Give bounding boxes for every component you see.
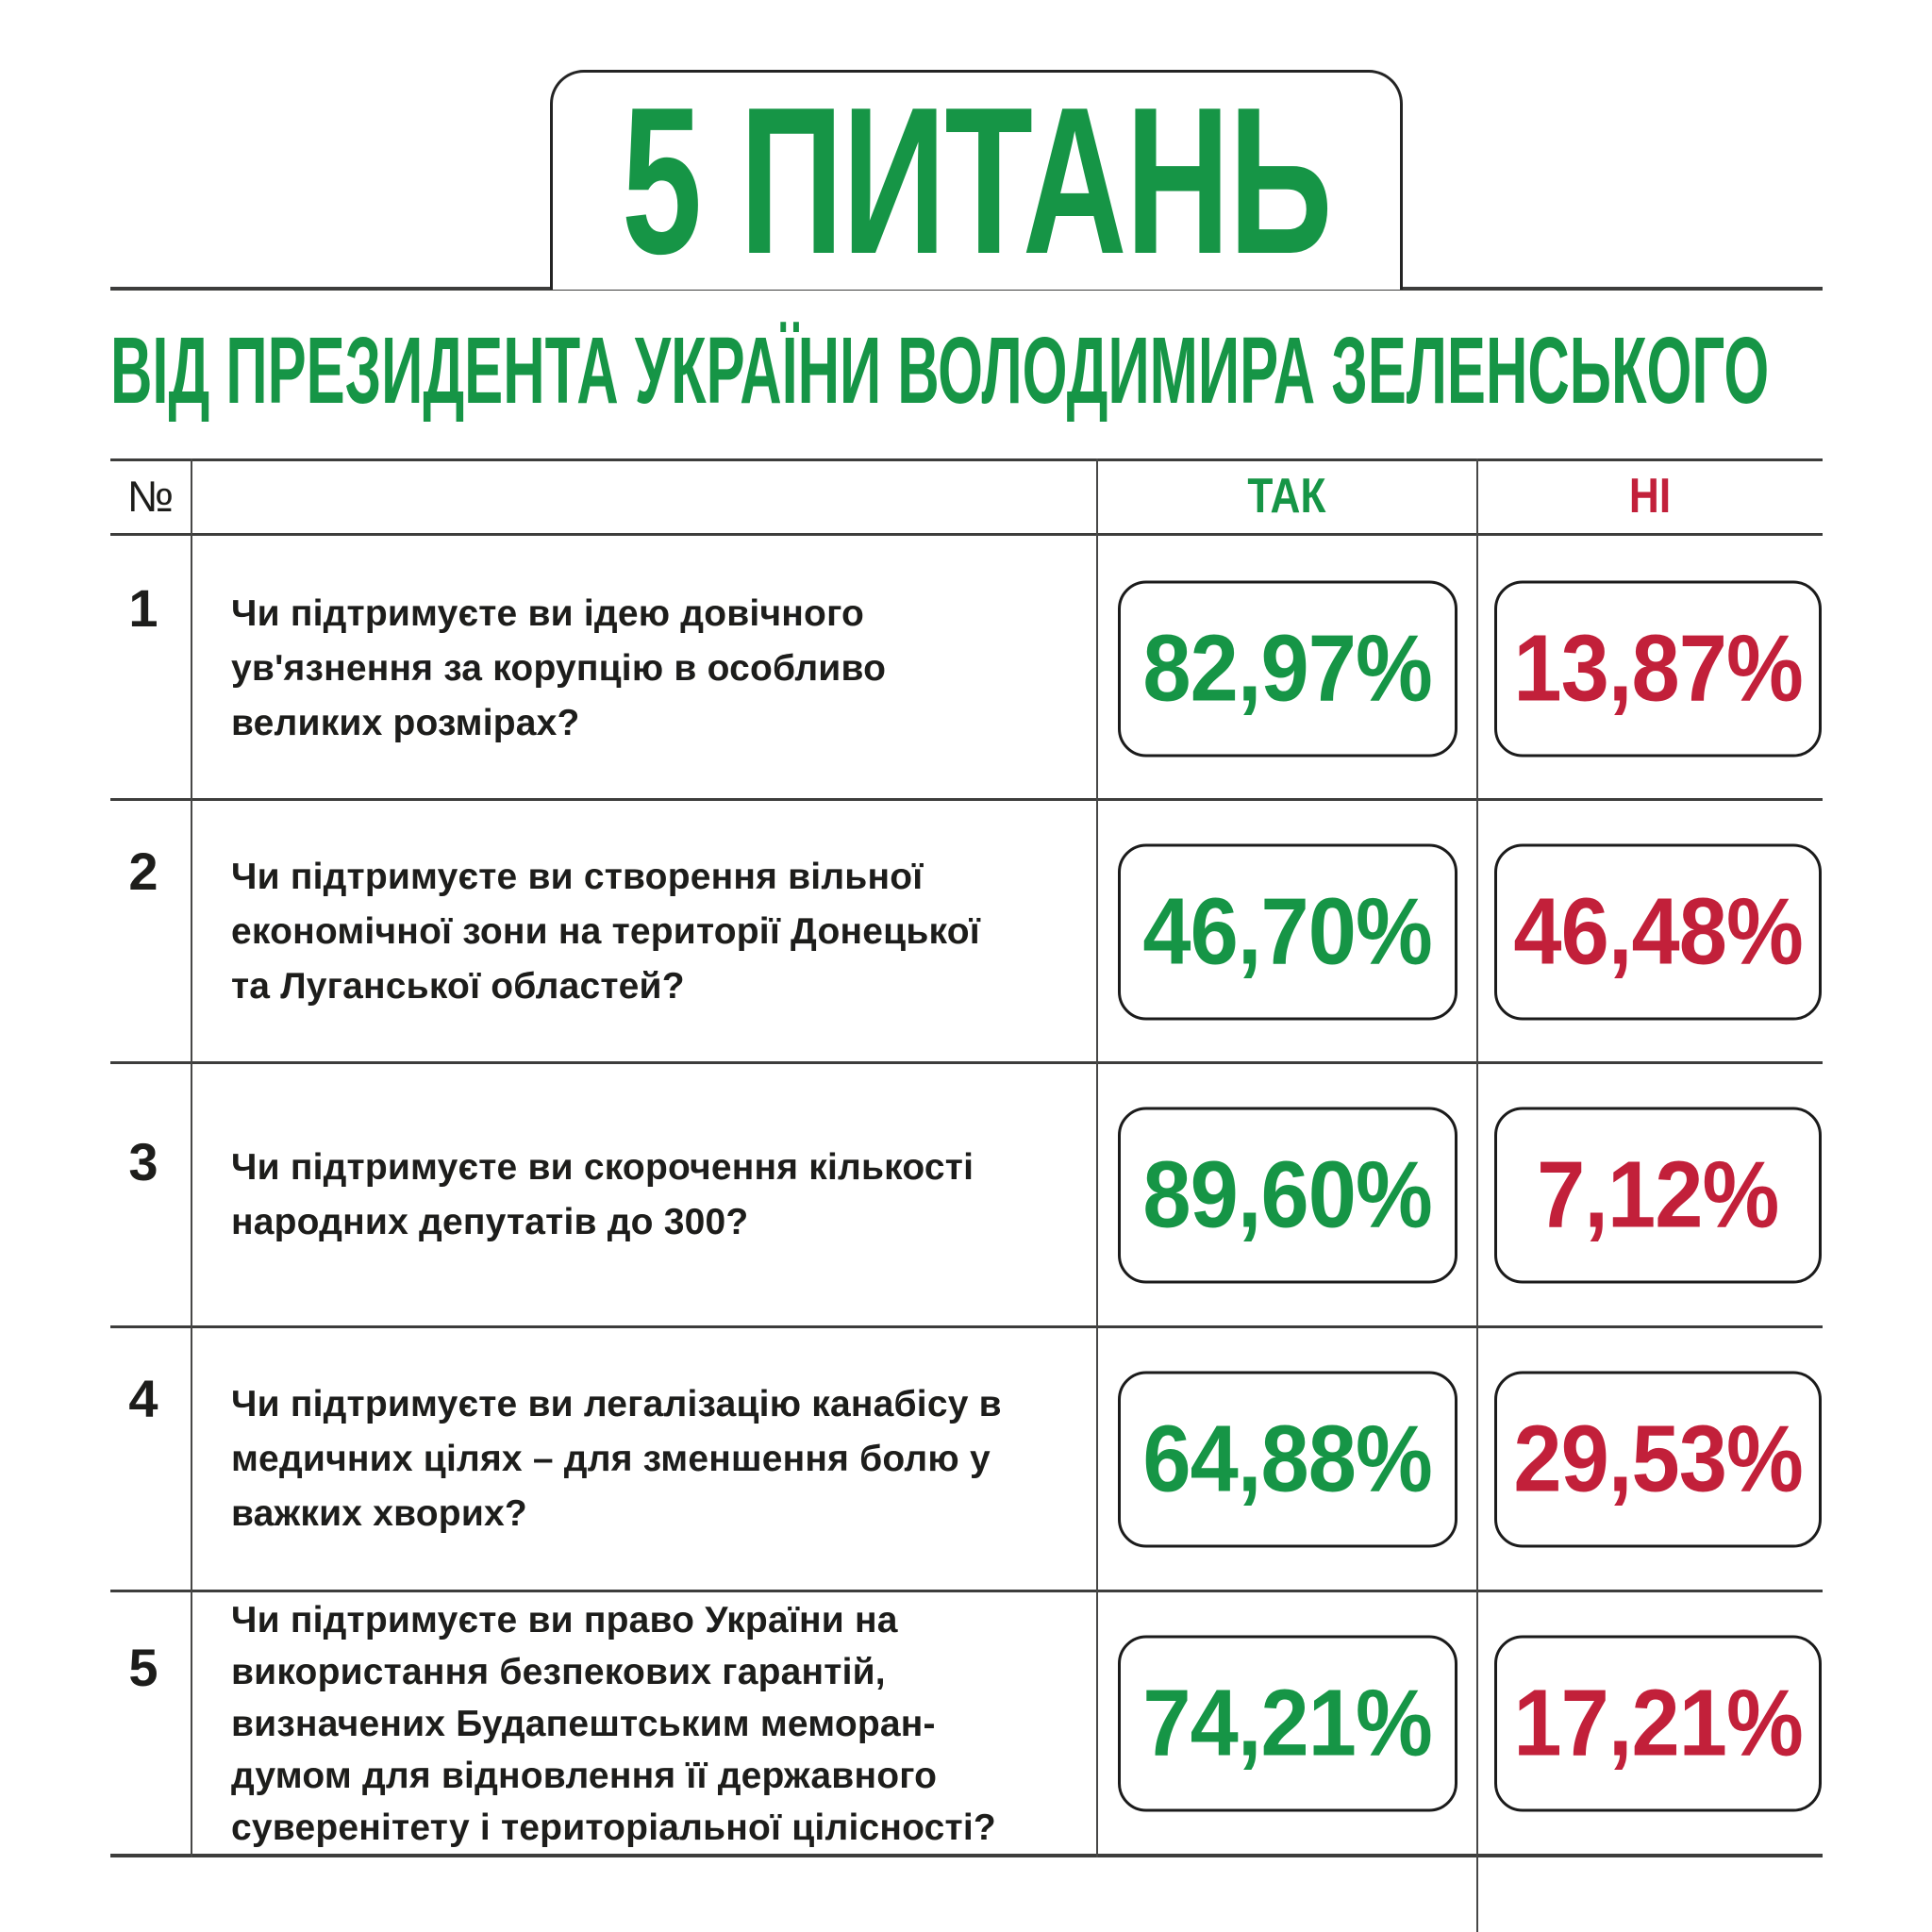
yes-value-box bbox=[1118, 1636, 1457, 1812]
row-number: 5 bbox=[128, 1637, 158, 1697]
yes-header-label: ТАК bbox=[1246, 469, 1326, 524]
row-separator bbox=[110, 1590, 1823, 1592]
column-separator-num bbox=[191, 458, 192, 1857]
table-row bbox=[110, 1591, 1823, 1856]
question-block bbox=[128, 841, 980, 1014]
page-subtitle: ВІД ПРЕЗИДЕНТА УКРАЇНИ ВОЛОДИМИРА ЗЕЛЕНСЬКОГО bbox=[110, 318, 1770, 424]
number-header-label: № bbox=[126, 472, 175, 521]
no-value-box bbox=[1494, 1636, 1822, 1812]
no-value-box bbox=[1494, 1372, 1822, 1548]
question-line: ув'язнення за корупцію в особливо bbox=[231, 648, 887, 689]
header-bottom-rule bbox=[110, 533, 1823, 536]
row-separator bbox=[110, 1061, 1823, 1064]
question-line: великих розмірах? bbox=[231, 703, 580, 743]
yes-value: 74,21% bbox=[1142, 1670, 1433, 1776]
no-value-box bbox=[1494, 581, 1822, 758]
no-value-box bbox=[1494, 843, 1822, 1020]
no-header-label: НІ bbox=[1628, 469, 1671, 524]
question-line: суверенітету і територіальної цілісності? bbox=[231, 1807, 996, 1848]
table-row bbox=[110, 1063, 1823, 1327]
no-value: 13,87% bbox=[1513, 615, 1803, 722]
yes-value: 46,70% bbox=[1142, 878, 1433, 984]
row-number: 1 bbox=[128, 578, 158, 638]
question-line: важких хворих? bbox=[231, 1493, 527, 1534]
yes-value-box bbox=[1118, 1108, 1457, 1284]
yes-value: 64,88% bbox=[1142, 1406, 1433, 1512]
row-number: 2 bbox=[128, 841, 158, 901]
no-value-box bbox=[1494, 1108, 1822, 1284]
question-line: економічної зони на території Донецької bbox=[231, 910, 980, 952]
table-row bbox=[110, 1327, 1823, 1591]
table-top-rule bbox=[110, 458, 1823, 461]
table-row bbox=[110, 800, 1823, 1063]
subtitle-wrap bbox=[110, 318, 1932, 427]
question-line: медичних цілях – для зменшення болю у bbox=[231, 1439, 991, 1479]
title-box bbox=[550, 63, 1403, 298]
no-value: 29,53% bbox=[1513, 1406, 1803, 1512]
no-value: 7,12% bbox=[1537, 1141, 1779, 1248]
question-line: Чи підтримуєте ви створення вільної bbox=[231, 856, 924, 897]
question-block bbox=[128, 1369, 1002, 1541]
column-header-number bbox=[110, 458, 191, 534]
question-line: Чи підтримуєте ви легалізацію канабісу в bbox=[231, 1384, 1002, 1424]
question-block bbox=[128, 578, 887, 751]
yes-value-box bbox=[1118, 581, 1457, 758]
yes-value: 82,97% bbox=[1142, 615, 1433, 722]
question-line: Чи підтримуєте ви ідею довічного bbox=[231, 593, 865, 634]
no-value: 17,21% bbox=[1513, 1670, 1803, 1776]
row-number: 4 bbox=[128, 1369, 158, 1428]
column-separator-yes bbox=[1096, 458, 1098, 1857]
question-line: використання безпекових гарантій, bbox=[231, 1651, 886, 1692]
yes-value-box bbox=[1118, 843, 1457, 1020]
question-line: думом для відновлення її державного bbox=[231, 1755, 938, 1796]
yes-value-box bbox=[1118, 1372, 1457, 1548]
question-line: Чи підтримуєте ви скорочення кількості bbox=[231, 1147, 974, 1188]
question-line: та Луганської областей? bbox=[231, 965, 685, 1007]
row-number: 3 bbox=[128, 1132, 158, 1191]
page-title: 5 ПИТАНЬ bbox=[621, 63, 1332, 298]
yes-value: 89,60% bbox=[1142, 1141, 1433, 1248]
column-header-yes bbox=[1096, 458, 1476, 534]
table-row bbox=[110, 538, 1823, 800]
column-separator-no bbox=[1476, 458, 1478, 1932]
question-line: визначених Будапештським меморан- bbox=[231, 1703, 936, 1744]
no-value: 46,48% bbox=[1513, 878, 1803, 984]
column-header-no bbox=[1476, 458, 1823, 534]
question-line: Чи підтримуєте ви право України на bbox=[231, 1599, 898, 1641]
question-block bbox=[128, 1594, 996, 1854]
row-separator bbox=[110, 1325, 1823, 1328]
row-separator bbox=[110, 798, 1823, 801]
question-line: народних депутатів до 300? bbox=[231, 1202, 749, 1242]
table-bottom-rule bbox=[110, 1854, 1823, 1857]
question-block bbox=[128, 1132, 974, 1250]
